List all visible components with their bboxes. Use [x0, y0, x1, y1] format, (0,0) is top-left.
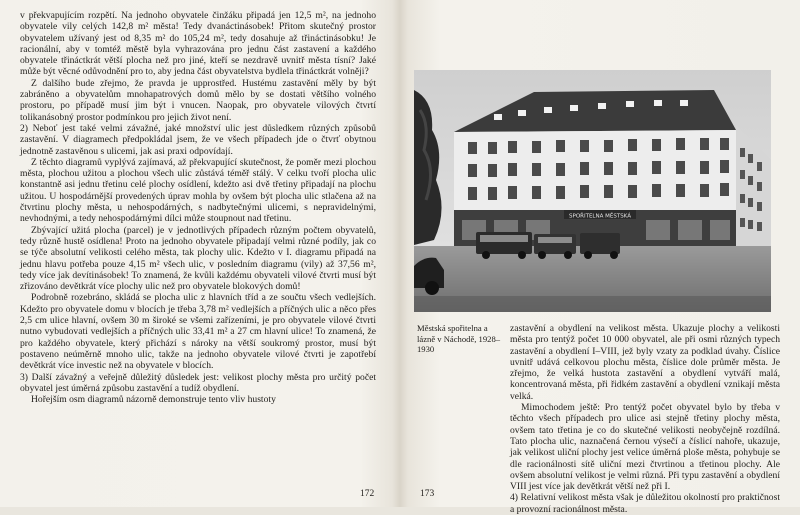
paragraph: Z těchto diagramů vyplývá zajímavá, až překvapující skutečnost, že poměr mezi plochou města, plochou užitou a plochou všech ulic zůstává téměř stálý. V celku tvoří plocha ulic konstantně asi jednu třetinu celé plochy osídlení, kdežto asi dvě třetiny připadají na plochu užitou. U hospodárnější provedených úprav mohla by ovšem být plocha ulic stlačena až na čtvrtinu plochy města, u nehospodárných, s nadbytečnými ulicemi, s nepravidelnými, nevhodnými, a tedy nehospodárnými dílci může stoupnout nad třetinu.	[20, 156, 376, 225]
building-photo	[414, 70, 771, 312]
left-page	[0, 0, 400, 507]
building-photo-svg	[414, 70, 771, 312]
paragraph: zastavění a obydlení na velikost města. Ukazuje plochy a velikosti města pro tentýž počet 10 000 obyvatel, ale při osmi různých typech zastavění a obydlení I–VIII, jež byly vzaty za podklad úvahy. Číslice uvnitř udává celkovou plochu města, číslice dole průměr města. Je zřejmo, že velká hustota zastavění a obydlení vytváří malá, koncentrovaná města, při řidkém zastavění a obydlení vznikají města velká.	[510, 323, 780, 402]
paragraph: 4) Relativní velikost města však je důležitou okolností pro praktičnost a provozní racionálnost města.	[510, 492, 780, 515]
paragraph: 2) Neboť jest také velmi závažné, jaké množství ulic jest důsledkem různých způsobů zastavění. V diagramech předpokládal jsem, že ve všech případech jde o čtvrť obytnou jednotně zastavěnou s ulicemi, jak asi praxi odpovídají.	[20, 122, 376, 157]
page-number-left: 172	[360, 489, 375, 499]
paragraph: Podrobně rozebráno, skládá se plocha ulic z hlavních tříd a ze součtu všech vedlejších. Kdežto pro obyvatele domu v blocích je třeba 3,78 m² vedlejších a příčných ulic a něco přes 2,5 cm ulice hlavní, ovšem 30 m široké se všemi zařízeními, je pro obyvatele vilové čtvrti nutno vybudovati vedlejších a příčných ulic 33,41 m² a 27 cm hlavní ulice! To znamená, že pro každého obyvatele, který přichází s nároky na větší soukromý prostor, musí být postaveno neúměrně mnoho ulic, takže na jednoho obyvatele vilové čtvrti je zapotřebí devětkrát více investic než na obyvatele v blocích.	[20, 292, 376, 372]
paragraph: Mimochodem ještě: Pro tentýž počet obyvatel bylo by třeba v těchto všech případech pro ulice asi stejně třetiny plochy města, ovšem tato třetina je co do skutečné velikosti neobyčejně rozdílná. Tato plocha ulic, naznačená černou výsečí a číslicí nahoře, ukazuje, jak velikost uliční plochy jest velice úměrná ploše města, pohybuje se dle racionálnosti sítě uliční mezi čtvrtinou a třetinou plochy. Ale ovšem absolutní velikost je velmi různá. Při typu zastavění a obydlení VIII jest více jak devětkrát větší než při I.	[510, 402, 780, 493]
right-page	[400, 0, 800, 515]
bus-2	[580, 233, 620, 254]
paragraph: v překvapujícím rozpětí. Na jednoho obyvatele činžáku připadá jen 12,5 m², na jednoho obyvatele vily celých 142,8 m² města! Tedy dvanáctinásobek! Přitom skutečný prostor obyvatelem užívaný jest od 8,35 m² do 105,24 m², tedy dosahuje až třináctinásobku! Je racionální, aby v tomtéž městě byla vyhrazována pro jednu část zastavení a každého obyvatele třináctkrát větší plocha než pro jiné, kteří se nezdravě uvnitř města tísní? Jaké může být věcné odůvodnění pro to, aby jedna část obyvatelstva bydlela třináctkrát volněji?	[20, 10, 376, 78]
page-number-right: 173	[420, 489, 435, 499]
paragraph: 3) Další závažný a veřejně důležitý důsledek jest: velikost plochy města pro určitý počet obyvatel jest úměrná způsobu zastavění a tudíž obydlení.	[20, 371, 376, 394]
right-text-column	[510, 323, 780, 515]
building-sign-text: SPOŘITELNA MĚSTSKÁ	[569, 213, 631, 220]
paragraph: Zbývající užitá plocha (parcel) je v jednotlivých případech různým počtem obyvatelů, tedy různě hustě osídlena! Proto na jednoho obyvatele připadají velmi různé podíly, jak co se týče absolutní velikosti celého města, tak plochy ulic. Kdežto v I. diagramu připadá na jednu hlavu potřeba pouze 4,15 m² všech ulic, v posledním diagramu (vily) až 37,56 m², tedy více jak devítinásobek! To znamená, že kvůli každému obyvateli vilové čtvrti musí být zřizováno devětkrát více plochy ulic než pro obyvatele blokových domů!	[20, 224, 376, 293]
paragraph: Hořejším osm diagramů názorně demonstruje tento vliv hustoty	[31, 394, 276, 406]
paragraph: Z dalšího bude zřejmo, že pravda je upprostřed. Hustému zastavění měly by být zabráněno a obyvatelům mnohapatrových domů mělo by se dostati většího volného prostoru, po případě musí jim být i vnucen. Naopak, pro obyvatele vilových čtvrtí tolikanásobný prostor podmínkou pro jejich život není.	[20, 77, 376, 123]
left-text-column	[20, 10, 376, 405]
photo-caption: Městská spořitelna a lázně v Náchodě, 1928–1930	[417, 323, 501, 355]
